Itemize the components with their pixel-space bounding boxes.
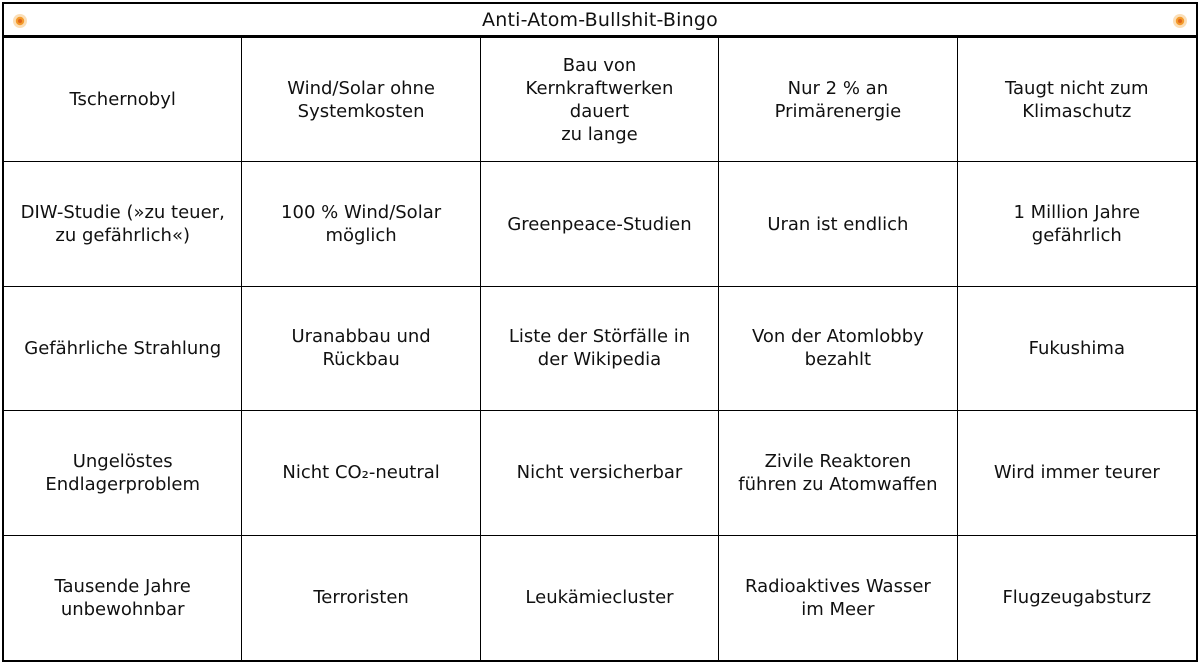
bingo-cell[interactable]: Tschernobyl (4, 38, 242, 162)
bingo-cell[interactable]: Taugt nicht zum Klimaschutz (958, 38, 1196, 162)
bingo-cell[interactable]: Tausende Jahre unbewohnbar (4, 536, 242, 660)
bingo-cell[interactable]: Terroristen (242, 536, 480, 660)
page-title: Anti-Atom-Bullshit-Bingo (482, 8, 718, 31)
bingo-cell[interactable]: Greenpeace-Studien (481, 162, 719, 286)
bingo-cell[interactable]: Wind/Solar ohne Systemkosten (242, 38, 480, 162)
bingo-cell[interactable]: Leukämiecluster (481, 536, 719, 660)
bingo-cell[interactable]: Liste der Störfälle in der Wikipedia (481, 287, 719, 411)
title-bar (4, 4, 1196, 38)
bingo-grid (4, 38, 1196, 660)
bingo-cell[interactable]: DIW-Studie (»zu teuer, zu gefährlich«) (4, 162, 242, 286)
bingo-cell[interactable]: Von der Atomlobby bezahlt (719, 287, 957, 411)
bingo-cell[interactable]: Radioaktives Wasser im Meer (719, 536, 957, 660)
bingo-cell[interactable]: Zivile Reaktoren führen zu Atomwaffen (719, 411, 957, 535)
sun-icon (1172, 13, 1188, 29)
bingo-cell[interactable]: Bau von Kernkraftwerken dauert zu lange (481, 38, 719, 162)
bingo-card (2, 2, 1198, 662)
bingo-cell[interactable]: Nicht versicherbar (481, 411, 719, 535)
sun-icon (12, 13, 28, 29)
bingo-cell[interactable]: Gefährliche Strahlung (4, 287, 242, 411)
bingo-cell[interactable]: Fukushima (958, 287, 1196, 411)
bingo-cell[interactable]: 100 % Wind/Solar möglich (242, 162, 480, 286)
bingo-cell[interactable]: 1 Million Jahre gefährlich (958, 162, 1196, 286)
bingo-cell[interactable]: Wird immer teurer (958, 411, 1196, 535)
bingo-cell[interactable]: Nur 2 % an Primärenergie (719, 38, 957, 162)
bingo-cell[interactable]: Uran ist endlich (719, 162, 957, 286)
bingo-cell[interactable]: Flugzeugabsturz (1002, 587, 1152, 609)
bingo-cell[interactable]: Ungelöstes Endlagerproblem (4, 411, 242, 535)
bingo-cell[interactable]: Uranabbau und Rückbau (242, 287, 480, 411)
bingo-cell[interactable]: Nicht CO₂-neutral (242, 411, 480, 535)
